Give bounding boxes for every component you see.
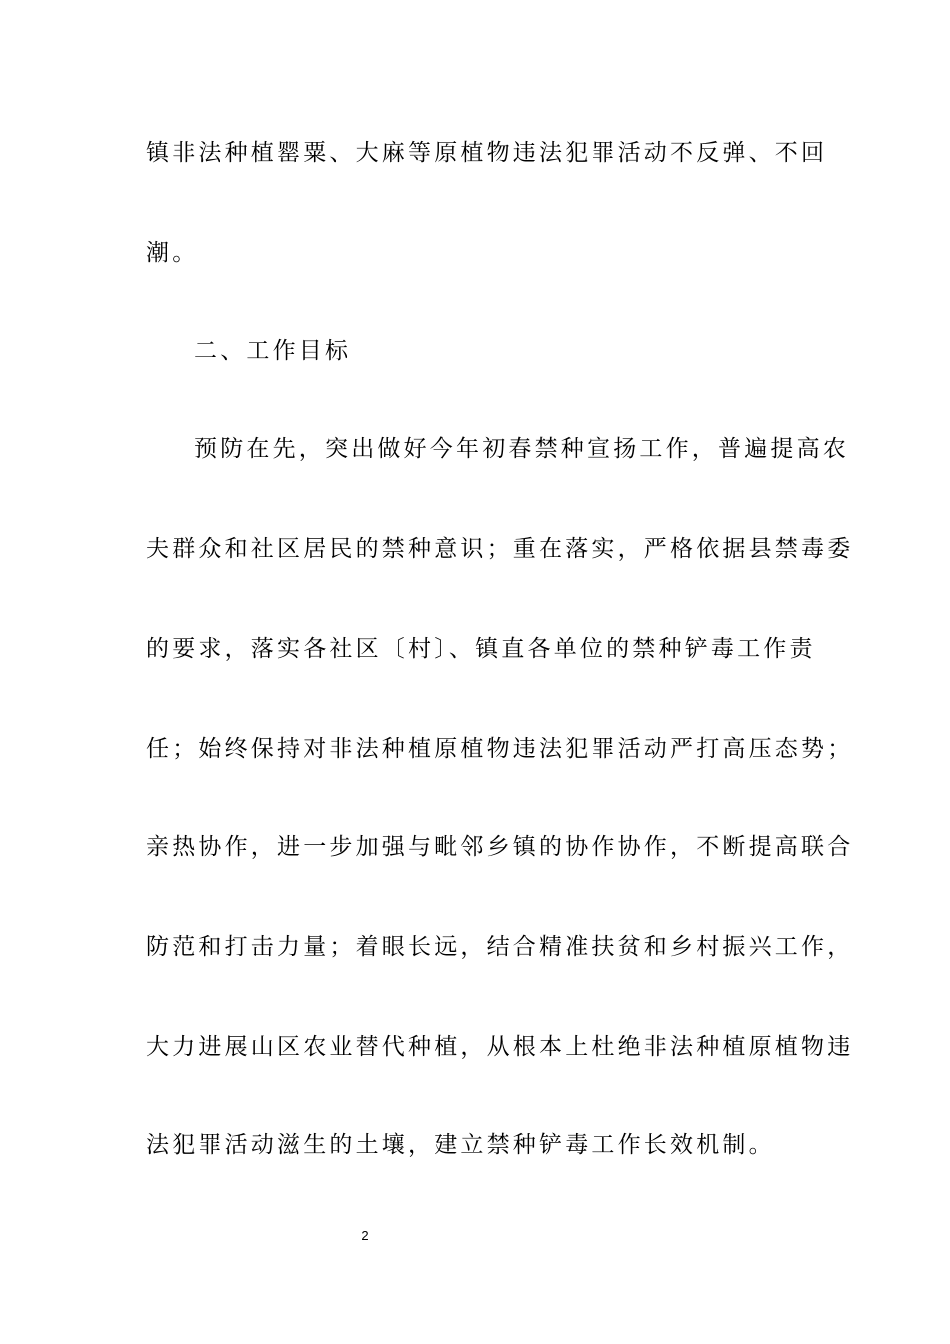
paragraph-line: 预防在先，突出做好今年初春禁种宣扬工作，普遍提高农 bbox=[194, 436, 849, 462]
paragraph-line: 亲热协作，进一步加强与毗邻乡镇的协作协作，不断提高联合 bbox=[146, 834, 854, 860]
paragraph-line: 夫群众和社区居民的禁种意识；重在落实，严格依据县禁毒委 bbox=[146, 536, 854, 562]
paragraph-line: 防范和打击力量；着眼长远，结合精准扶贫和乡村振兴工作， bbox=[146, 934, 854, 960]
paragraph-line: 的要求，落实各社区〔村〕、镇直各单位的禁种铲毒工作责 bbox=[146, 636, 816, 662]
section-heading: 二、工作目标 bbox=[194, 338, 352, 364]
page-number: 2 bbox=[361, 1228, 369, 1243]
paragraph-line: 大力进展山区农业替代种植，从根本上杜绝非法种植原植物违 bbox=[146, 1034, 854, 1060]
paragraph-line: 镇非法种植罂粟、大麻等原植物违法犯罪活动不反弹、不回 bbox=[146, 140, 828, 166]
paragraph-line: 法犯罪活动滋生的土壤，建立禁种铲毒工作长效机制。 bbox=[146, 1132, 775, 1158]
paragraph-line: 潮。 bbox=[146, 240, 199, 266]
paragraph-line: 任；始终保持对非法种植原植物违法犯罪活动严打高压态势； bbox=[146, 736, 854, 762]
